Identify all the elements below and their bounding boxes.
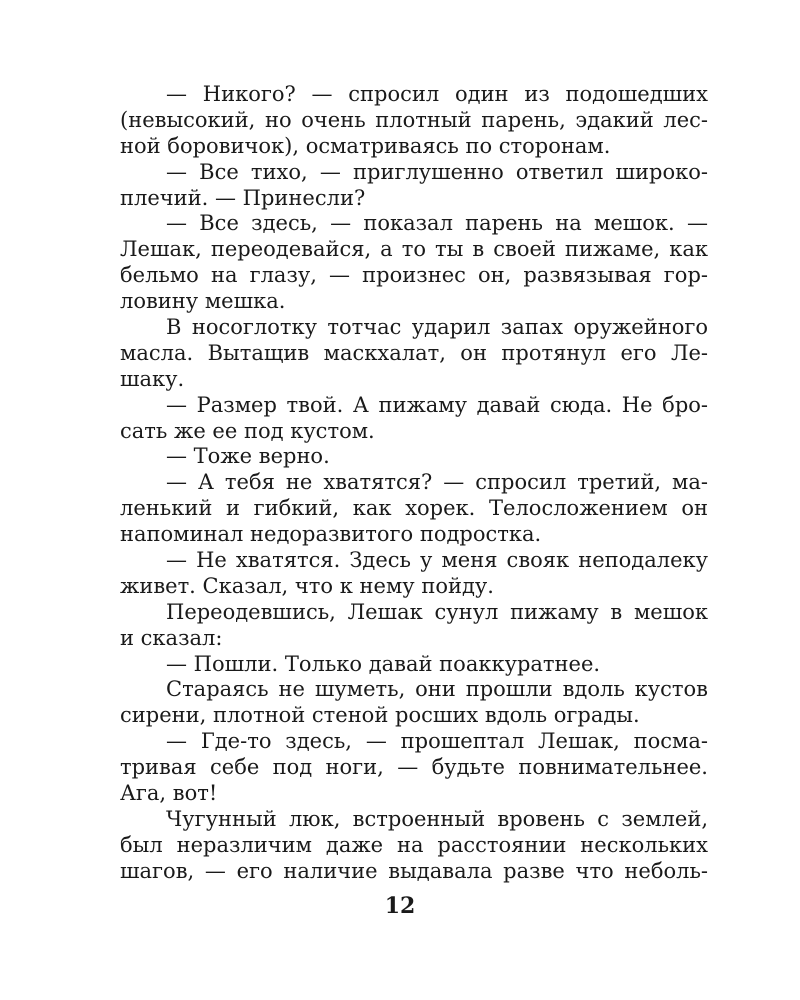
text-line: масла. Вытащив маскхалат, он протянул его Ле- xyxy=(120,340,708,365)
text-line: тривая себе под ноги, — будьте повнимательнее. xyxy=(120,755,708,780)
text-line: В носоглотку тотчас ударил запах оружейного xyxy=(166,315,708,340)
page-number: 12 xyxy=(384,893,416,919)
text-line: — Все тихо, — приглушенно ответил широко- xyxy=(166,159,708,184)
text-line: Ага, вот! xyxy=(120,781,218,806)
text-line: Чугунный люк, встроенный вровень с землей, xyxy=(166,806,708,831)
text-line: шагов, — его наличие выдавала разве что неболь- xyxy=(120,858,708,883)
text-line: — Пошли. Только давай поаккуратнее. xyxy=(166,651,601,676)
body-text xyxy=(120,82,708,885)
text-line: бельмо на глазу, — произнес он, развязывая гор- xyxy=(120,263,708,288)
text-line: — Тоже верно. xyxy=(166,444,330,469)
text-line: Лешак, переодевайся, а то ты в своей пижаме, как xyxy=(120,237,708,262)
text-line: — А тебя не хватятся? — спросил третий, ма- xyxy=(166,470,708,495)
text-line: сирени, плотной стеной росших вдоль ограды. xyxy=(120,703,640,728)
text-line: Переодевшись, Лешак сунул пижаму в мешок xyxy=(166,599,708,624)
text-line: — Все здесь, — показал парень на мешок. — xyxy=(166,211,708,236)
text-line: Стараясь не шуметь, они прошли вдоль кустов xyxy=(166,677,708,702)
text-line: был неразличим даже на расстоянии нескольких xyxy=(120,832,708,857)
text-line: живет. Сказал, что к нему пойду. xyxy=(120,573,494,598)
text-line: и сказал: xyxy=(120,625,223,650)
text-line: — Размер твой. А пижаму давай сюда. Не бро- xyxy=(166,392,708,417)
text-line: напоминал недоразвитого подростка. xyxy=(120,522,542,547)
text-line: сать же ее под кустом. xyxy=(120,418,375,443)
text-line: — Никого? — спросил один из подошедших xyxy=(166,82,708,106)
text-line: (невысокий, но очень плотный парень, эдакий лес- xyxy=(120,107,708,132)
text-line: ловину мешка. xyxy=(120,289,286,314)
text-line: — Не хватятся. Здесь у меня свояк неподалеку xyxy=(166,548,708,573)
text-line: ной боровичок), осматриваясь по сторонам. xyxy=(120,133,611,158)
text-line: плечий. — Принесли? xyxy=(120,185,366,210)
text-line: ленький и гибкий, как хорек. Телосложением он xyxy=(120,496,708,521)
text-line: — Где-то здесь, — прошептал Лешак, посма- xyxy=(166,729,708,754)
text-line: шаку. xyxy=(120,366,185,391)
